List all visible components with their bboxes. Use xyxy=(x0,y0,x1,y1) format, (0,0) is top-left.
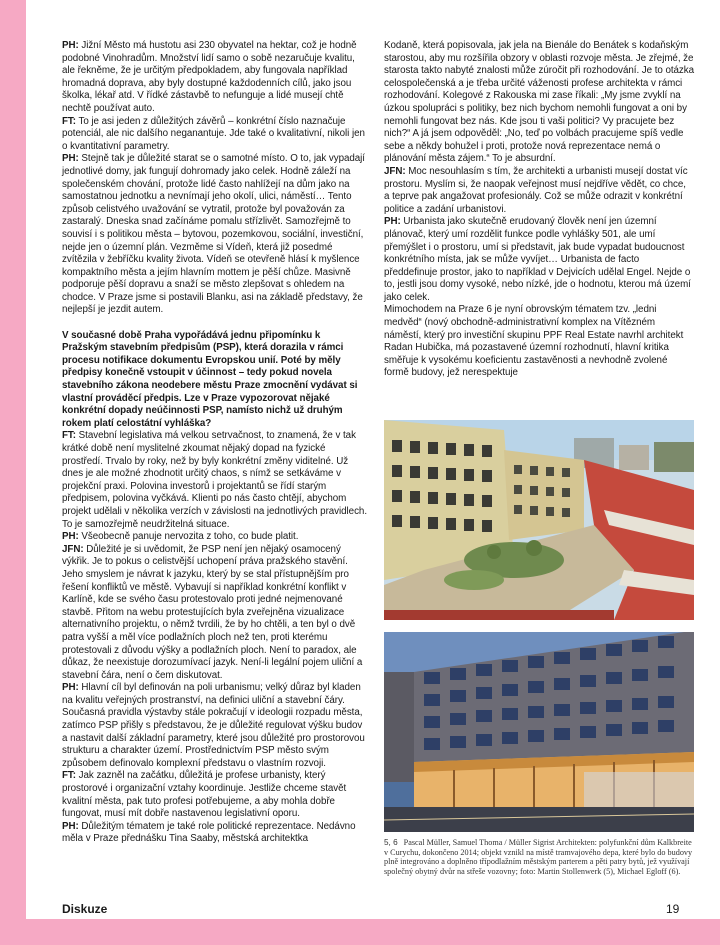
paragraph xyxy=(62,531,368,544)
paragraph-text: Stejně tak je důležité starat se o samotné místo. O to, jak vypadají jednotlivé domy, jak fungují dohromady jako celek. Hodně záleží na společenském chování, protože lidé často nahlížejí na dům jako na samostatnou jednotku a nevnímají jeho okolí, ulici, náměstí… Tento způsob celistvého uvažování se vytratil, protože byl považován za zastaralý. Dneska snad začínáme pomalu střízlivět. Samozřejmě to souvisí i s politikou města – bytovou, pozemkovou, sociální, investiční, nejde jen o územní plán. Vezměme si Vídeň, která již posedmé zvítězila v žebříčku kvality života. Vídeň se otevřeně hlásí k myšlence kompaktního města a jejím hlavním mottem je pěší chůze. Masivně podporuje pěší dopravu a snaží se město zlepšovat s ohledem na chodce. V Praze jsme si postavili Blanku, asi na základě představy, že nejlepší je jezdit autem. xyxy=(62,153,365,316)
speaker: PH: xyxy=(62,682,79,694)
paragraph-text: Mimochodem na Praze 6 je nyní obrovským tématem tzv. „ledni medvěd“ (nový obchodně-administrativní komplex na Vítězném náměstí, který pro investiční skupinu PPF Real Estate navrhl architekt Radan Hubička, má pozastavené územní rozhodnutí, hlavní kritika směřuje k vysokému koeficientu zastavěnosti a nevhodně zvolené formě budovy, jež nerespektuje xyxy=(384,304,684,379)
page-number: 19 xyxy=(666,902,680,916)
photo-facade xyxy=(384,632,694,832)
paragraph xyxy=(384,216,694,304)
interview-question xyxy=(62,330,368,431)
speaker: FT: xyxy=(62,430,76,442)
speaker: FT: xyxy=(62,115,76,127)
photo-courtyard xyxy=(384,420,694,620)
paragraph-text: Všeobecně panuje nervozita z toho, co bude platit. xyxy=(78,531,299,543)
paragraph-text: Stavební legislativa má velkou setrvačnost, to znamená, že v tak krátké době není myslitelné zkoumat nějaký dopad na fyzické prostředí. Trvalo by roky, než by byly konkrétní změny viditelné. Už dnes je ale možné zhodnotit určitý chaos, s nímž se setkáváme v projekční praxi. Polovina investorů i projektantů se řídí starým předpisem, polovina vyčkává. Klienti po nás často chtějí, abychom projekt udělali v několika verzích v závislosti na jednotlivých pravidlech. To je samozřejmě neudržitelná situace. xyxy=(62,430,368,530)
speaker: JFN: xyxy=(384,165,406,177)
magazine-page xyxy=(26,0,720,919)
speaker: JFN: xyxy=(62,543,84,555)
paragraph xyxy=(62,544,368,683)
paragraph-text: Důležitým tématem je také role politické reprezentace. Nedávno měla v Praze přednášku Tina Saaby, městská architektka xyxy=(62,820,356,845)
courtyard-illustration xyxy=(384,420,694,620)
speaker: PH: xyxy=(62,153,79,165)
speaker: PH: xyxy=(384,216,401,228)
paragraph xyxy=(62,821,368,846)
paragraph-text: Kodaně, která popisovala, jak jela na Bienále do Benátek s kodaňským starostou, aby mu rozšířila obzory v oblasti rozvoje města. Je zřejmé, že starosta takto nabyté znalosti může zúročit při rozhodování. Je to otázka celospolečenská a je třeba určité váženosti profese architekta v rámci rozhodování. Kolegové z Rakouska mi zase říkali: „My jsme zvyklí na úzkou spolupráci s politiky, bez nich bychom nemohli fungovat a oni by nemohli fungovat bez nás. Kde jsou ti vaši politici? Vy pracujete bez nich?“ A já jsem odpověděl: „No, teď po volbách pracujeme spíš vedle sebe a někdy bohužel i proti, protože nová reprezentace nemá o plánování města zájem.“ To je absurdní. xyxy=(384,40,695,165)
paragraph-text: To je asi jeden z důležitých závěrů – konkrétní číslo naznačuje potenciál, ale nic dalšího neganantuje. Jde také o kvalitativní, nikoli jen o kvantitativní parametry. xyxy=(62,115,365,152)
paragraph xyxy=(62,770,368,820)
paragraph xyxy=(384,166,694,216)
speaker: FT: xyxy=(62,770,76,782)
section-label: Diskuze xyxy=(62,902,108,916)
caption-text: Pascal Müller, Samuel Thoma / Müller Sigrist Architekten: polyfunkční dům Kalkbreite v Curychu, dokončeno 2014; objekt vznikl na místě tramvajového depa, které bylo do budovy plně integrováno a doplněno třípodlažním městským parterem a pěti patry bytů, jež využívají společný obytný dvůr na střeše vozovny; foto: Martin Stollenwerk (5), Michael Egloff (6). xyxy=(384,838,693,876)
paragraph xyxy=(62,40,368,116)
paragraph xyxy=(62,682,368,770)
facade-illustration xyxy=(384,632,694,832)
caption-numbers: 5, 6 xyxy=(384,838,398,847)
speaker: PH: xyxy=(62,531,79,543)
paragraph xyxy=(62,153,368,317)
paragraph-text: Jižní Město má hustotu asi 230 obyvatel na hektar, což je hodně podobné Vinohradům. Množství lidí samo o sobě nezaručuje kvalitu, ale řekněme, že je určitým předpokladem, aby fungovala například hromadná doprava, aby byly dostupné každodenních cílů, jako jsou školka, lékař atd. V řídké zástavbě to nefunguje a lidé musejí chtě nechtě používat auto. xyxy=(62,40,357,114)
paragraph xyxy=(384,40,694,166)
paragraph xyxy=(62,116,368,154)
paragraph-text: Jak zazněl na začátku, důležitá je profese urbanisty, který prostorové i organizační vztahy koordinuje. Jestliže chceme stavět kvalitní města, pak tuto profesi potřebujeme, a aby mohla dobře fungovat, musí mít dobře nastavenou legislativní oporu. xyxy=(62,770,347,820)
paragraph-text: Důležité je si uvědomit, že PSP není jen nějaký osamocený výkřik. Je to pokus o celistvější uchopení práva pražského stavění. Jeho smyslem je návrat k jazyku, který by se stal přístupnějším pro řešení konfliktů ve městě. Vybavují si například konkrétní konflikt v Karlíně, kde se svého času protestovalo proti jedné nejmenované stavbě. Přitom na webu protestujících byla zveřejněna vizualizace alternativního projektu, o němž tvrdili, že by ho chtěli, a ten byl o dvě patra vyšší a měl více podlažních ploch než ten, proti kterému protestovali z důvodu výšky a podlažních ploch. Není to paradox, ale důkaz, že neexistuje dorozumívací jazyk. Není-li legální pojem uliční a stavební čára, není o čem diskutovat. xyxy=(62,543,363,681)
paragraph xyxy=(384,304,694,380)
paragraph xyxy=(62,430,368,531)
speaker: PH: xyxy=(62,40,79,51)
question-text: V současné době Praha vypořádává jednu připomínku k Pražským stavebním předpisům (PSP), která dorazila v rámci procesu notifikace dokumentu Evropskou unií. Poté by měly předpisy konečně vstoupit v účinnost – tedy pokud novela stavebního zákona neodebere městu Praze zmocnění vydávat si vlastní prováděcí předpis. Lze v Praze vypozorovat nějaké konkrétní dopady neúčinnosti PSP, namísto nichž už druhým rokem platí celostátní vyhláška? xyxy=(62,329,358,429)
paragraph-text: Moc nesouhlasím s tím, že architekti a urbanisti musejí dostat víc prostoru. Myslím si, že naopak veřejnost musí nejdříve vědět, co chce, a teprve pak angažovat profesionály. Což se může odrazit v konkrétní politice a zadání urbanistovi. xyxy=(384,165,688,215)
speaker: PH: xyxy=(62,820,79,832)
right-text-column xyxy=(384,40,694,380)
left-text-column xyxy=(62,40,368,846)
photo-caption xyxy=(384,838,696,876)
paragraph-text: Hlavní cíl byl definován na poli urbanismu; velký důraz byl kladen na kvalitu veřejných prostranství, na definici uliční a stavební čáry. Současná pravidla výstavby stále pokračují v ideologii rozpadu města, zatímco PSP přišly s představou, že je důležité regulovat výšku budov a nastavit další základní parametry, které jsou důležité pro prostorovou strukturu a charakter území. Prostřednictvím PSP město svým způsobem definovalo komplexní představu o vlastním rozvoji. xyxy=(62,682,365,769)
paragraph-text: Urbanista jako skutečně erudovaný člověk není jen územní plánovač, který umí rozdělit funkce podle vyhlášky 501, ale umí přemýšlet i o prostoru, umí si představit, jak bude vypadat budoucnost konkrétního místa, jak se může vyvíjet… Urbanista de facto předdefinuje prostor, jako to například v Dejvicích udělal Engel. Nejde o to, jestli jsou domy vysoké, nebo nízké, jde o hodnotu, kterou má území jako celek. xyxy=(384,216,691,303)
